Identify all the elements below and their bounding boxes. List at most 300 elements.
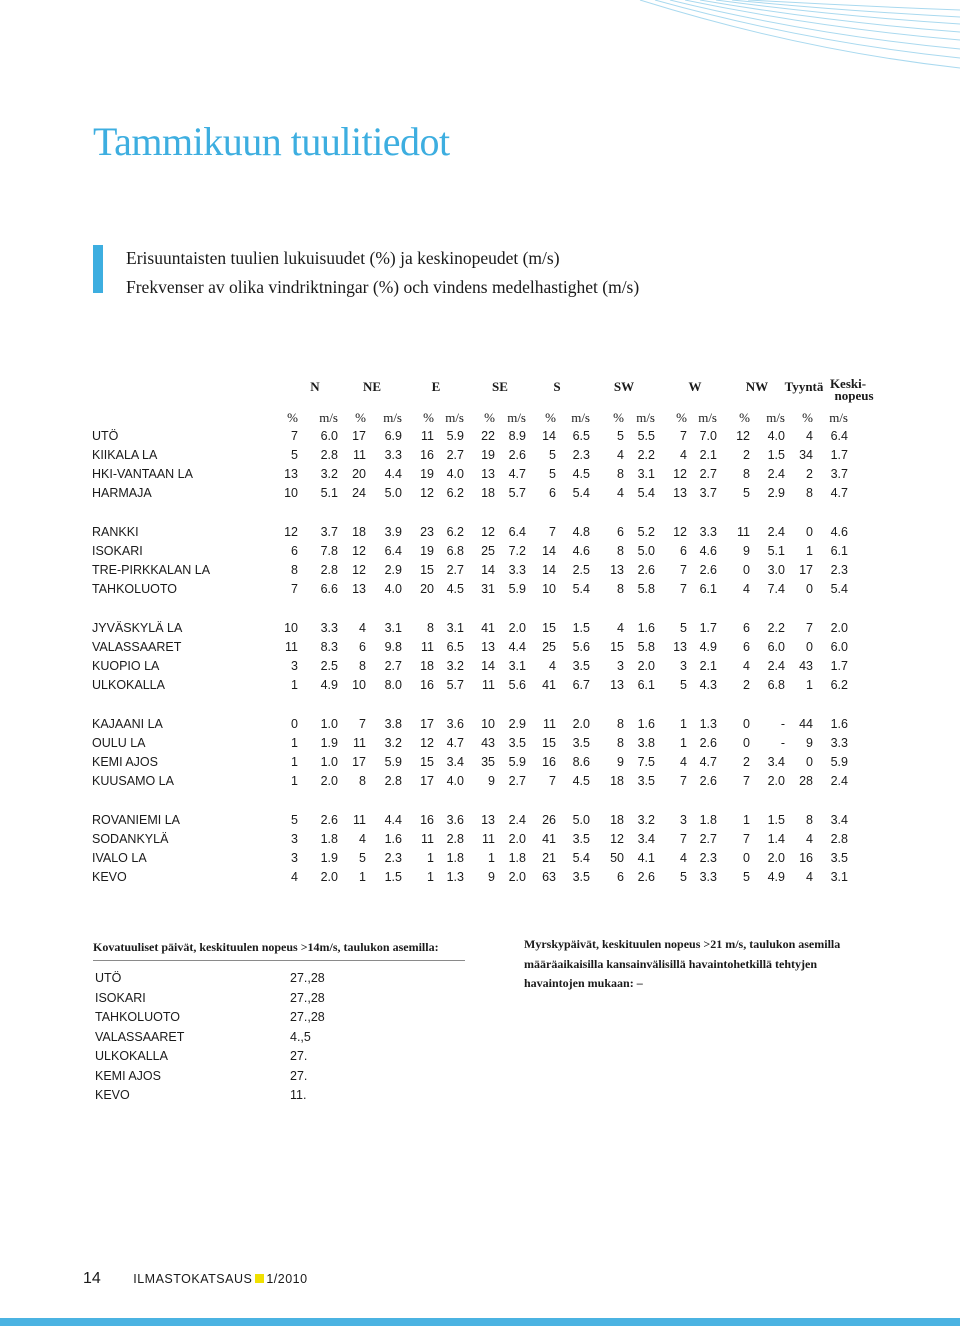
cell-speed: 6.6	[320, 582, 338, 596]
strong-wind-days-title: Kovatuuliset päivät, keskituulen nopeus >14m/s, taulukon asemilla:	[93, 940, 439, 954]
header-w: W	[688, 379, 702, 394]
cell-frequency: 7	[680, 582, 687, 596]
cell-frequency: 1	[291, 774, 298, 788]
cell-frequency: 9	[617, 755, 624, 769]
cell-frequency: 18	[352, 525, 366, 539]
cell-frequency: 9	[488, 774, 495, 788]
cell-speed: 3.5	[572, 870, 590, 884]
table-row	[0, 869, 960, 888]
cell-frequency: 12	[284, 525, 298, 539]
cell-speed: 1.9	[320, 736, 338, 750]
cell-speed: 5.9	[508, 755, 526, 769]
cell-speed: 4.5	[572, 467, 590, 481]
cell-speed: 3.3	[699, 525, 717, 539]
header-s: S	[553, 379, 561, 394]
cell-speed: 3.9	[384, 525, 402, 539]
header-se: SE	[492, 379, 508, 394]
cell-speed: 1.8	[508, 851, 526, 865]
cell-speed: 2.0	[508, 621, 526, 635]
cell-speed: 6.9	[384, 429, 402, 443]
strong-wind-dates: 4.,5	[290, 1029, 311, 1044]
cell-frequency: 5	[291, 448, 298, 462]
cell-frequency: 6	[743, 640, 750, 654]
cell-frequency: 0	[743, 563, 750, 577]
cell-speed: 8.3	[320, 640, 338, 654]
cell-speed: 4.0	[767, 429, 785, 443]
cell-speed: 7.5	[637, 755, 655, 769]
table-row	[0, 581, 960, 600]
strong-wind-station: KEVO	[95, 1088, 130, 1102]
cell-speed: 1.5	[767, 448, 785, 462]
cell-frequency: 7	[680, 832, 687, 846]
cell-frequency: 0	[743, 736, 750, 750]
cell-speed: 4.3	[699, 678, 717, 692]
cell-speed: 3.5	[572, 736, 590, 750]
cell-speed: 2.0	[508, 870, 526, 884]
cell-frequency: 3	[680, 813, 687, 827]
cell-frequency: 35	[481, 755, 495, 769]
cell-frequency: 10	[542, 582, 556, 596]
unit-ms: m/s	[319, 410, 338, 425]
cell-frequency: 11	[421, 429, 434, 443]
header-e: E	[431, 379, 441, 394]
cell-frequency: 4	[617, 448, 624, 462]
cell-speed: 6.1	[699, 582, 717, 596]
cell-frequency: 16	[799, 851, 813, 865]
cell-speed: 5.4	[572, 582, 590, 596]
cell-speed: 3.2	[446, 659, 464, 673]
unit-percent: %	[545, 410, 556, 425]
cell-speed: 1.5	[572, 621, 590, 635]
issue-number: 1/2010	[266, 1272, 308, 1286]
cell-frequency: 4	[291, 870, 298, 884]
table-row	[0, 658, 960, 677]
cell-frequency: 4	[680, 755, 687, 769]
cell-frequency: 44	[799, 717, 813, 731]
cell-speed: 5.7	[508, 486, 526, 500]
cell-frequency: 7	[549, 525, 556, 539]
station-name: OULU LA	[92, 736, 146, 750]
table-row	[0, 543, 960, 562]
cell-speed: 1.5	[384, 870, 402, 884]
cell-frequency: 41	[542, 678, 556, 692]
cell-frequency: 4	[680, 448, 687, 462]
table-row	[0, 466, 960, 485]
cell-frequency: 9	[806, 736, 813, 750]
cell-speed: 5.8	[637, 582, 655, 596]
cell-speed: 2.6	[699, 736, 717, 750]
cell-speed: 3.4	[767, 755, 785, 769]
cell-frequency: 4	[359, 832, 366, 846]
cell-frequency: 11	[482, 678, 495, 692]
cell-frequency: 3	[291, 851, 298, 865]
cell-frequency: 11	[285, 640, 298, 654]
cell-speed: 2.7	[508, 774, 526, 788]
strong-wind-station: ISOKARI	[95, 990, 146, 1005]
cell-speed: 5.4	[572, 851, 590, 865]
page-number: 14	[83, 1270, 101, 1287]
subtitle-swedish: Frekvenser av olika vindriktningar (%) och vindens medelhastighet (m/s)	[126, 277, 640, 297]
cell-speed: 3.3	[384, 448, 402, 462]
cell-frequency: 5	[743, 870, 750, 884]
cell-frequency: 12	[481, 525, 495, 539]
cell-frequency: 4	[549, 659, 556, 673]
cell-frequency: 12	[420, 486, 434, 500]
cell-speed: 2.4	[767, 525, 785, 539]
cell-frequency: 17	[420, 717, 434, 731]
strong-wind-station: UTÖ	[95, 971, 122, 985]
cell-speed: 1.6	[830, 717, 848, 731]
cell-speed: 6.5	[572, 429, 590, 443]
cell-frequency: 3	[617, 659, 624, 673]
cell-frequency: 11	[353, 813, 366, 827]
cell-speed: 6.0	[830, 640, 848, 654]
cell-speed: 4.0	[446, 467, 464, 481]
cell-frequency: 0	[743, 717, 750, 731]
cell-speed: 2.9	[767, 486, 785, 500]
cell-frequency: 6	[291, 544, 298, 558]
unit-percent: %	[287, 410, 298, 425]
table-row	[0, 485, 960, 504]
footer-square-icon	[255, 1274, 264, 1283]
unit-percent: %	[423, 410, 434, 425]
cell-speed: -	[780, 717, 785, 731]
cell-frequency: 8	[617, 544, 624, 558]
cell-speed: 7.4	[767, 582, 785, 596]
cell-frequency: 63	[542, 870, 556, 884]
cell-frequency: 7	[680, 563, 687, 577]
cell-speed: 2.9	[384, 563, 402, 577]
cell-frequency: 8	[617, 717, 624, 731]
header-nw: NW	[745, 379, 769, 394]
cell-frequency: 14	[481, 563, 495, 577]
table-row	[0, 639, 960, 658]
subtitle-accent-bar	[93, 245, 103, 293]
cell-speed: 3.1	[830, 870, 848, 884]
cell-frequency: 1	[427, 851, 434, 865]
cell-frequency: 18	[610, 774, 624, 788]
cell-speed: 5.0	[637, 544, 655, 558]
cell-speed: 3.5	[508, 736, 526, 750]
cell-frequency: 15	[610, 640, 624, 654]
cell-frequency: 4	[359, 621, 366, 635]
cell-speed: 5.9	[446, 429, 464, 443]
station-name: VALASSAARET	[92, 640, 182, 654]
cell-speed: 2.3	[830, 563, 848, 577]
table-row	[0, 812, 960, 831]
cell-speed: 5.0	[384, 486, 402, 500]
cell-speed: 5.2	[637, 525, 655, 539]
cell-speed: 5.1	[320, 486, 338, 500]
cell-speed: 6.4	[508, 525, 526, 539]
station-name: KEMI AJOS	[92, 755, 158, 769]
table-row	[0, 620, 960, 639]
cell-frequency: 7	[291, 582, 298, 596]
cell-speed: 5.1	[767, 544, 785, 558]
cell-frequency: 13	[481, 640, 495, 654]
cell-speed: 2.4	[767, 467, 785, 481]
cell-frequency: 11	[421, 640, 434, 654]
cell-frequency: 5	[680, 870, 687, 884]
cell-frequency: 14	[542, 544, 556, 558]
cell-frequency: 3	[291, 659, 298, 673]
cell-speed: 6.0	[320, 429, 338, 443]
cell-frequency: 16	[420, 448, 434, 462]
strong-wind-dates: 27.,28	[290, 1010, 325, 1024]
station-name: ISOKARI	[92, 544, 143, 558]
cell-frequency: 41	[542, 832, 556, 846]
cell-speed: 2.1	[699, 659, 717, 673]
cell-frequency: 20	[352, 467, 366, 481]
cell-frequency: 3	[291, 832, 298, 846]
cell-frequency: 17	[420, 774, 434, 788]
cell-speed: 3.6	[446, 813, 464, 827]
cell-frequency: 0	[806, 755, 813, 769]
cell-frequency: 7	[743, 832, 750, 846]
station-name: KIIKALA LA	[92, 448, 158, 462]
cell-frequency: 5	[291, 813, 298, 827]
table-row	[0, 447, 960, 466]
cell-speed: 4.8	[572, 525, 590, 539]
cell-frequency: 16	[542, 755, 556, 769]
cell-speed: 2.4	[767, 659, 785, 673]
cell-speed: 6.2	[446, 525, 464, 539]
cell-speed: 2.7	[384, 659, 402, 673]
cell-frequency: 6	[617, 870, 624, 884]
cell-speed: 6.0	[767, 640, 785, 654]
table-row	[0, 524, 960, 543]
cell-speed: 5.4	[830, 582, 848, 596]
cell-frequency: 3	[680, 659, 687, 673]
cell-speed: 3.7	[830, 467, 848, 481]
cell-frequency: 12	[673, 525, 687, 539]
unit-ms: m/s	[636, 410, 655, 425]
station-name: TAHKOLUOTO	[92, 582, 177, 596]
cell-frequency: 2	[743, 448, 750, 462]
cell-frequency: 11	[482, 832, 495, 846]
cell-speed: 8.0	[384, 678, 402, 692]
cell-frequency: 5	[617, 429, 624, 443]
cell-speed: 1.8	[446, 851, 464, 865]
cell-speed: 4.6	[572, 544, 590, 558]
cell-frequency: 11	[353, 448, 366, 462]
cell-speed: 2.8	[384, 774, 402, 788]
cell-frequency: 17	[352, 755, 366, 769]
cell-speed: 1.4	[767, 832, 785, 846]
cell-speed: 5.9	[830, 755, 848, 769]
unit-ms: m/s	[507, 410, 526, 425]
cell-speed: 2.5	[572, 563, 590, 577]
cell-speed: 9.8	[384, 640, 402, 654]
unit-ms: m/s	[571, 410, 590, 425]
cell-frequency: 11	[543, 717, 556, 731]
cell-speed: 7.2	[508, 544, 526, 558]
cell-frequency: 7	[680, 774, 687, 788]
unit-percent: %	[355, 410, 366, 425]
strong-wind-station: TAHKOLUOTO	[95, 1010, 180, 1024]
cell-frequency: 4	[680, 851, 687, 865]
cell-speed: 8.6	[572, 755, 590, 769]
cell-frequency: 8	[427, 621, 434, 635]
cell-speed: 5.9	[508, 582, 526, 596]
cell-frequency: 43	[481, 736, 495, 750]
table-row	[0, 754, 960, 773]
cell-frequency: 26	[542, 813, 556, 827]
cell-frequency: 13	[481, 467, 495, 481]
cell-frequency: 24	[352, 486, 366, 500]
subtitle-finnish: Erisuuntaisten tuulien lukuisuudet (%) ja keskinopeudet (m/s)	[126, 248, 560, 268]
cell-speed: 1.6	[637, 621, 655, 635]
station-name: RANKKI	[92, 525, 139, 539]
station-name: SODANKYLÄ	[92, 832, 169, 846]
cell-speed: 4.4	[384, 813, 402, 827]
cell-frequency: 17	[352, 429, 366, 443]
cell-speed: 3.4	[637, 832, 655, 846]
cell-frequency: 0	[806, 582, 813, 596]
cell-frequency: 0	[291, 717, 298, 731]
cell-frequency: 14	[481, 659, 495, 673]
decorative-arcs	[0, 0, 960, 120]
page-title: Tammikuun tuulitiedot	[93, 119, 450, 164]
cell-frequency: 10	[352, 678, 366, 692]
station-name: KAJAANI LA	[92, 717, 163, 731]
cell-frequency: 4	[743, 659, 750, 673]
cell-speed: 3.3	[699, 870, 717, 884]
cell-frequency: 1	[488, 851, 495, 865]
cell-speed: 4.7	[508, 467, 526, 481]
cell-speed: 3.2	[320, 467, 338, 481]
cell-frequency: 2	[743, 755, 750, 769]
cell-frequency: 5	[680, 621, 687, 635]
cell-frequency: 14	[542, 563, 556, 577]
cell-frequency: 13	[481, 813, 495, 827]
cell-speed: 3.1	[637, 467, 655, 481]
strong-wind-dates: 27.,28	[290, 971, 325, 985]
cell-speed: 2.0	[572, 717, 590, 731]
cell-speed: 5.8	[637, 640, 655, 654]
cell-speed: 1.6	[384, 832, 402, 846]
cell-frequency: 12	[736, 429, 750, 443]
cell-frequency: 7	[549, 774, 556, 788]
cell-frequency: 6	[617, 525, 624, 539]
cell-frequency: 7	[680, 429, 687, 443]
cell-speed: 6.8	[446, 544, 464, 558]
header-n: N	[310, 379, 320, 394]
cell-frequency: 10	[284, 621, 298, 635]
station-name: HARMAJA	[92, 486, 152, 500]
cell-speed: 3.8	[637, 736, 655, 750]
cell-frequency: 31	[481, 582, 495, 596]
cell-speed: 7.8	[320, 544, 338, 558]
cell-speed: 3.7	[320, 525, 338, 539]
cell-frequency: 1	[291, 755, 298, 769]
cell-speed: 3.8	[384, 717, 402, 731]
cell-speed: 3.5	[572, 659, 590, 673]
cell-frequency: 34	[799, 448, 813, 462]
strong-wind-dates: 27.	[290, 1049, 308, 1063]
cell-speed: 6.4	[384, 544, 402, 558]
cell-speed: 4.9	[320, 678, 338, 692]
cell-frequency: 10	[481, 717, 495, 731]
cell-frequency: 12	[420, 736, 434, 750]
table-row	[0, 677, 960, 696]
cell-speed: 6.2	[830, 678, 848, 692]
cell-frequency: 4	[806, 870, 813, 884]
unit-percent: %	[676, 410, 687, 425]
cell-speed: 6.1	[830, 544, 848, 558]
strong-wind-dates: 11.	[290, 1088, 307, 1102]
cell-frequency: 5	[359, 851, 366, 865]
cell-speed: 2.9	[508, 717, 526, 731]
table-row	[0, 850, 960, 869]
cell-speed: 3.2	[637, 813, 655, 827]
table-row	[0, 716, 960, 735]
cell-frequency: 13	[352, 582, 366, 596]
cell-speed: 4.0	[384, 582, 402, 596]
cell-speed: 4.7	[830, 486, 848, 500]
cell-speed: 4.9	[767, 870, 785, 884]
cell-speed: 2.6	[320, 813, 338, 827]
cell-frequency: 13	[284, 467, 298, 481]
cell-frequency: 6	[359, 640, 366, 654]
cell-frequency: 4	[617, 486, 624, 500]
station-name: ULKOKALLA	[92, 678, 165, 692]
cell-frequency: 15	[542, 736, 556, 750]
cell-frequency: 4	[806, 429, 813, 443]
cell-frequency: 4	[743, 582, 750, 596]
cell-frequency: 17	[799, 563, 813, 577]
cell-frequency: 5	[549, 448, 556, 462]
cell-speed: 5.4	[637, 486, 655, 500]
cell-frequency: 16	[420, 813, 434, 827]
cell-speed: 2.6	[637, 563, 655, 577]
table-row	[0, 428, 960, 447]
cell-speed: 2.4	[508, 813, 526, 827]
strong-wind-station: KEMI AJOS	[95, 1068, 161, 1083]
cell-frequency: 15	[420, 563, 434, 577]
cell-speed: 2.7	[446, 563, 464, 577]
unit-percent: %	[739, 410, 750, 425]
cell-frequency: 16	[420, 678, 434, 692]
cell-frequency: 13	[673, 640, 687, 654]
cell-speed: 4.6	[830, 525, 848, 539]
cell-speed: 3.0	[767, 563, 785, 577]
cell-speed: 4.0	[446, 774, 464, 788]
cell-speed: 4.7	[699, 755, 717, 769]
cell-speed: 1.7	[830, 448, 848, 462]
cell-speed: 6.8	[767, 678, 785, 692]
page-footer	[83, 1270, 308, 1288]
cell-speed: 1.6	[637, 717, 655, 731]
cell-speed: 2.8	[830, 832, 848, 846]
cell-speed: 2.0	[508, 832, 526, 846]
table-row	[0, 831, 960, 850]
cell-speed: 1.7	[699, 621, 717, 635]
cell-frequency: 7	[806, 621, 813, 635]
cell-frequency: 7	[743, 774, 750, 788]
cell-speed: 5.9	[384, 755, 402, 769]
cell-frequency: 11	[353, 736, 366, 750]
cell-frequency: 8	[743, 467, 750, 481]
cell-speed: 5.6	[572, 640, 590, 654]
strong-wind-station: ULKOKALLA	[95, 1049, 168, 1063]
cell-frequency: 1	[359, 870, 366, 884]
cell-frequency: 15	[542, 621, 556, 635]
cell-speed: 2.7	[446, 448, 464, 462]
cell-speed: 2.8	[446, 832, 464, 846]
cell-speed: 3.1	[508, 659, 526, 673]
cell-frequency: 8	[291, 563, 298, 577]
